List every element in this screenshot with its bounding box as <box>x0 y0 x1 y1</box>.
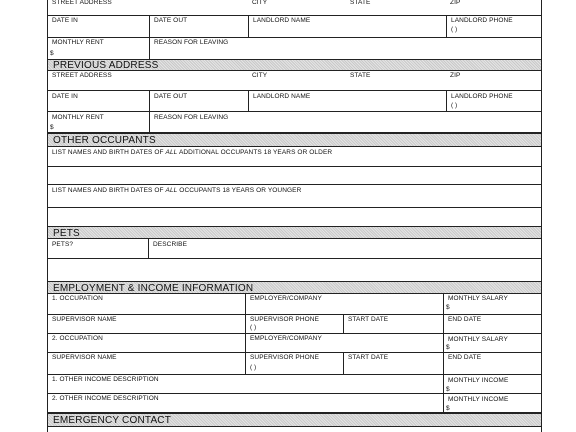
current-landlord-phone-field[interactable] <box>446 16 541 37</box>
end-date-2-field[interactable] <box>443 353 541 374</box>
monthly-income-1-field[interactable] <box>443 375 541 393</box>
monthly-income-label: MONTHLY INCOME <box>448 377 509 384</box>
previous-dates-row <box>48 91 541 112</box>
previous-street-field[interactable] <box>48 71 248 90</box>
reason-label: REASON FOR LEAVING <box>154 114 229 121</box>
occupants-older-label: LIST NAMES AND BIRTH DATES OF ALL ADDITIONAL OCCUPANTS 18 YEARS OR OLDER <box>52 149 333 156</box>
previous-state-field[interactable] <box>346 71 446 90</box>
phone-parens: ( ) <box>250 364 257 371</box>
current-address-row <box>48 0 541 16</box>
pets-header <box>48 226 541 239</box>
previous-address-header <box>48 59 541 71</box>
other-income-2-field[interactable] <box>48 394 443 412</box>
street-label: STREET ADDRESS <box>52 0 112 6</box>
dollar-sign: $ <box>446 344 450 351</box>
salary-label: MONTHLY SALARY <box>448 336 508 343</box>
dollar-sign: $ <box>446 405 450 412</box>
landlord-phone-label: LANDLORD PHONE <box>451 93 513 100</box>
supervisor-name-label: SUPERVISOR NAME <box>52 354 117 361</box>
date-out-label: DATE OUT <box>154 17 188 24</box>
employer-1-field[interactable] <box>245 294 443 314</box>
occupants-older-row[interactable] <box>48 147 541 167</box>
rental-application-form <box>47 0 542 432</box>
end-date-1-field[interactable] <box>443 315 541 333</box>
start-date-1-field[interactable] <box>343 315 443 333</box>
current-street-field[interactable] <box>48 0 248 15</box>
section-title: EMERGENCY CONTACT <box>53 415 172 426</box>
salary-label: MONTHLY SALARY <box>448 295 508 302</box>
landlord-name-label: LANDLORD NAME <box>253 93 311 100</box>
previous-date-in-field[interactable] <box>48 91 149 111</box>
pets-describe-field[interactable] <box>148 239 541 258</box>
supervisor-name-label: SUPERVISOR NAME <box>52 316 117 323</box>
dollar-sign: $ <box>50 124 54 131</box>
current-reason-field[interactable] <box>149 38 541 59</box>
start-date-label: START DATE <box>348 354 389 361</box>
salary-2-field[interactable] <box>443 334 541 352</box>
end-date-label: END DATE <box>448 316 482 323</box>
occupation-label: 2. OCCUPATION <box>52 335 103 342</box>
phone-parens: ( ) <box>451 102 458 109</box>
section-title: PREVIOUS ADDRESS <box>53 60 159 71</box>
employer-label: EMPLOYER/COMPANY <box>250 335 322 342</box>
supervisor-phone-1-field[interactable] <box>245 315 343 333</box>
supervisor-1-row <box>48 315 541 334</box>
dollar-sign: $ <box>446 304 450 311</box>
date-in-label: DATE IN <box>52 17 78 24</box>
landlord-name-label: LANDLORD NAME <box>253 17 311 24</box>
supervisor-phone-label: SUPERVISOR PHONE <box>250 316 320 323</box>
monthly-income-label: MONTHLY INCOME <box>448 396 509 403</box>
employment-2-row <box>48 334 541 353</box>
current-date-in-field[interactable] <box>48 16 149 37</box>
current-zip-field[interactable] <box>446 0 541 15</box>
previous-monthly-rent-field[interactable] <box>48 112 149 132</box>
zip-label: ZIP <box>450 72 461 79</box>
pets-label: PETS? <box>52 241 74 248</box>
other-income-1-row <box>48 375 541 394</box>
current-monthly-rent-field[interactable] <box>48 38 149 59</box>
other-occupants-header <box>48 133 541 147</box>
other-income-1-field[interactable] <box>48 375 443 393</box>
pets-row <box>48 239 541 259</box>
landlord-phone-label: LANDLORD PHONE <box>451 17 513 24</box>
section-title: OTHER OCCUPANTS <box>53 135 156 146</box>
monthly-income-2-field[interactable] <box>443 394 541 412</box>
supervisor-name-1-field[interactable] <box>48 315 245 333</box>
monthly-rent-label: MONTHLY RENT <box>52 114 104 121</box>
emergency-contact-header <box>48 413 541 427</box>
supervisor-name-2-field[interactable] <box>48 353 245 374</box>
phone-parens: ( ) <box>451 26 458 33</box>
current-dates-row <box>48 16 541 38</box>
phone-parens: ( ) <box>250 324 257 331</box>
employment-1-row <box>48 294 541 315</box>
state-label: STATE <box>350 0 371 6</box>
previous-reason-field[interactable] <box>149 112 541 132</box>
previous-rent-row <box>48 112 541 133</box>
city-label: CITY <box>252 0 268 6</box>
reason-label: REASON FOR LEAVING <box>154 39 229 46</box>
other-income-2-row <box>48 394 541 413</box>
end-date-label: END DATE <box>448 354 482 361</box>
city-label: CITY <box>252 72 268 79</box>
employer-2-field[interactable] <box>245 334 443 352</box>
occupants-older-blank-line[interactable] <box>48 167 541 185</box>
street-label: STREET ADDRESS <box>52 72 112 79</box>
current-rent-row <box>48 38 541 60</box>
employer-label: EMPLOYER/COMPANY <box>250 295 322 302</box>
date-out-label: DATE OUT <box>154 93 188 100</box>
supervisor-phone-2-field[interactable] <box>245 353 343 374</box>
occupants-younger-label: LIST NAMES AND BIRTH DATES OF ALL OCCUPANTS 18 YEARS OR YOUNGER <box>52 187 302 194</box>
current-city-field[interactable] <box>248 0 346 15</box>
pets-field[interactable] <box>48 239 148 258</box>
start-date-label: START DATE <box>348 316 389 323</box>
previous-date-out-field[interactable] <box>149 91 248 111</box>
state-label: STATE <box>350 72 371 79</box>
previous-landlord-phone-field[interactable] <box>446 91 541 111</box>
date-in-label: DATE IN <box>52 93 78 100</box>
monthly-rent-label: MONTHLY RENT <box>52 39 104 46</box>
section-title: EMPLOYMENT & INCOME INFORMATION <box>53 283 254 294</box>
previous-address-row <box>48 71 541 91</box>
salary-1-field[interactable] <box>443 294 541 314</box>
current-landlord-name-field[interactable] <box>248 16 446 37</box>
employment-header <box>48 281 541 294</box>
start-date-2-field[interactable] <box>343 353 443 374</box>
dollar-sign: $ <box>446 386 450 393</box>
occupation-1-field[interactable] <box>48 294 245 314</box>
zip-label: ZIP <box>450 0 461 6</box>
section-title: PETS <box>53 228 80 239</box>
other-income-label: 2. OTHER INCOME DESCRIPTION <box>52 395 159 402</box>
occupants-younger-row[interactable] <box>48 185 541 208</box>
current-state-field[interactable] <box>346 0 446 15</box>
supervisor-2-row <box>48 353 541 375</box>
other-income-label: 1. OTHER INCOME DESCRIPTION <box>52 376 159 383</box>
dollar-sign: $ <box>50 50 54 57</box>
previous-landlord-name-field[interactable] <box>248 91 446 111</box>
supervisor-phone-label: SUPERVISOR PHONE <box>250 354 320 361</box>
previous-city-field[interactable] <box>248 71 346 90</box>
occupation-label: 1. OCCUPATION <box>52 295 103 302</box>
describe-label: DESCRIBE <box>153 241 188 248</box>
previous-zip-field[interactable] <box>446 71 541 90</box>
current-date-out-field[interactable] <box>149 16 248 37</box>
occupation-2-field[interactable] <box>48 334 245 352</box>
